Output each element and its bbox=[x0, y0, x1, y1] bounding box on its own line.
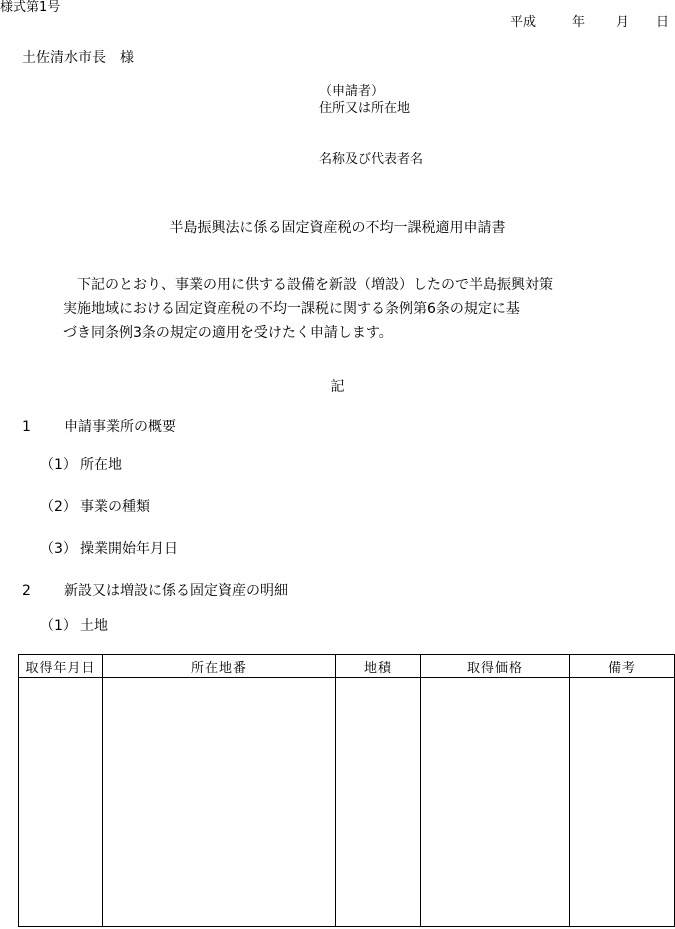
date-year-label: 年 bbox=[572, 15, 586, 30]
section-title: 申請事業所の概要 bbox=[64, 419, 176, 435]
header-area: 地積 bbox=[336, 655, 421, 678]
cell-acquisition-date[interactable] bbox=[19, 678, 103, 927]
header-acquisition-price: 取得価格 bbox=[421, 655, 570, 678]
header-lot-number: 所在地番 bbox=[103, 655, 336, 678]
document-title: 半島振興法に係る固定資産税の不均一課税適用申請書 bbox=[169, 220, 506, 236]
section-2-item bbox=[40, 618, 108, 634]
header-acquisition-date: 取得年月日 bbox=[19, 655, 103, 678]
item-label: 土地 bbox=[80, 618, 108, 634]
cell-area[interactable] bbox=[336, 678, 421, 927]
header-remarks: 備考 bbox=[570, 655, 675, 678]
body-line-3: づき同条例3条の規定の適用を受けたく申請します。 bbox=[63, 325, 393, 341]
section-number: 1 bbox=[22, 419, 31, 435]
item-label: 操業開始年月日 bbox=[80, 541, 178, 557]
body-line-2: 実施地域における固定資産税の不均一課税に関する条例第6条の規定に基 bbox=[63, 301, 520, 317]
section-1-item bbox=[40, 541, 178, 557]
addressee: 土佐清水市長 様 bbox=[22, 50, 134, 66]
date-day-label: 日 bbox=[656, 15, 670, 30]
item-number: （3） bbox=[40, 541, 77, 557]
applicant-name-label: 名称及び代表者名 bbox=[319, 152, 424, 167]
cell-lot-number[interactable] bbox=[103, 678, 336, 927]
date-month-label: 月 bbox=[616, 15, 630, 30]
section-1-heading bbox=[22, 419, 176, 435]
section-2-heading bbox=[22, 583, 288, 599]
item-label: 事業の種類 bbox=[80, 499, 150, 515]
section-1-item bbox=[40, 499, 150, 515]
cell-remarks[interactable] bbox=[570, 678, 675, 927]
section-title: 新設又は増設に係る固定資産の明細 bbox=[64, 583, 288, 599]
body-paragraph bbox=[63, 273, 623, 345]
item-number: （1） bbox=[40, 457, 77, 473]
item-label: 所在地 bbox=[80, 457, 122, 473]
applicant-heading: （申請者） bbox=[319, 84, 385, 99]
body-line-1: 下記のとおり、事業の用に供する設備を新設（増設）したので半島振興対策 bbox=[77, 277, 553, 293]
table-row bbox=[19, 678, 675, 927]
section-number: 2 bbox=[22, 583, 31, 599]
land-table bbox=[18, 654, 675, 927]
date-era: 平成 bbox=[510, 15, 537, 30]
cell-acquisition-price[interactable] bbox=[421, 678, 570, 927]
applicant-address-label: 住所又は所在地 bbox=[319, 101, 411, 116]
item-number: （2） bbox=[40, 499, 77, 515]
section-1-item bbox=[40, 457, 122, 473]
item-number: （1） bbox=[40, 618, 77, 634]
form-number: 様式第1号 bbox=[0, 0, 61, 15]
table-header-row bbox=[19, 655, 675, 678]
ki-heading: 記 bbox=[330, 379, 345, 395]
